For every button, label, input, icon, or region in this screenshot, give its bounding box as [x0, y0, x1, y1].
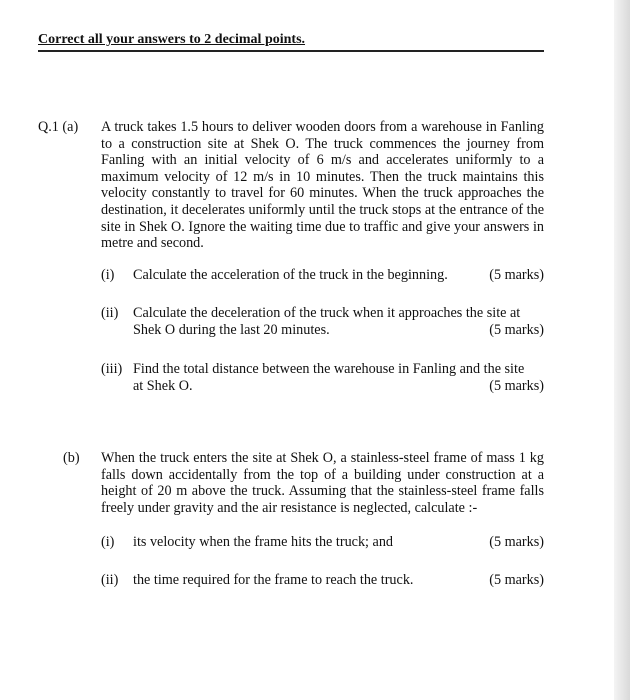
part-number: (ii)	[101, 305, 119, 321]
question-1a-intro: A truck takes 1.5 hours to deliver wooden doors from a warehouse in Fanling to a construction site at Shek O. The truck commences the journey from Fanling with an initial velocity of 6 m/s and accelerates uniformly to a maximum velocity of 12 m/s in 10 minutes. Then the truck maintains this velocity constantly to travel for 60 minutes. When the truck approaches the destination, it decelerates uniformly until the truck stops at the entrance of the site in Shek O. Ignore the waiting time due to traffic and give your answers in metre and second.	[101, 119, 544, 252]
question-1a-label: Q.1 (a)	[38, 119, 79, 135]
part-number: (i)	[101, 534, 115, 550]
question-1a-part-iii	[101, 361, 544, 394]
question-1b-part-ii	[101, 572, 544, 589]
question-1b-intro: When the truck enters the site at Shek O, a stainless-steel frame of mass 1 kg falls down accidentally from the top of a building under construction at a height of 20 m above the truck. Assuming that the stainless-steel frame falls freely under gravity and the air resistance is neglected, calculate :-	[101, 450, 544, 516]
part-text: the time required for the frame to reach the truck.	[133, 572, 414, 588]
part-number: (ii)	[101, 572, 119, 588]
page-edge-shadow	[614, 0, 630, 700]
part-text-line-2: at Shek O.	[133, 377, 193, 394]
part-text-line-2: Shek O during the last 20 minutes.	[133, 321, 330, 338]
question-1a-part-ii	[101, 305, 544, 338]
part-text-line-1: Calculate the deceleration of the truck when it approaches the site at	[133, 305, 521, 321]
instructions-header: Correct all your answers to 2 decimal points.	[38, 32, 544, 52]
part-text-line-1: Find the total distance between the warehouse in Fanling and the site	[133, 361, 525, 377]
part-marks: (5 marks)	[489, 267, 544, 283]
part-number: (i)	[101, 267, 115, 283]
part-marks: (5 marks)	[489, 534, 544, 550]
question-1b-label: (b)	[63, 450, 80, 466]
question-1b-part-i	[101, 534, 544, 551]
part-marks: (5 marks)	[489, 377, 544, 394]
question-1a-part-i	[101, 267, 544, 284]
part-text: Calculate the acceleration of the truck in the beginning.	[133, 267, 448, 283]
part-number: (iii)	[101, 361, 123, 377]
part-text: its velocity when the frame hits the truck; and	[133, 534, 394, 550]
part-marks: (5 marks)	[489, 572, 544, 588]
part-marks: (5 marks)	[489, 321, 544, 338]
